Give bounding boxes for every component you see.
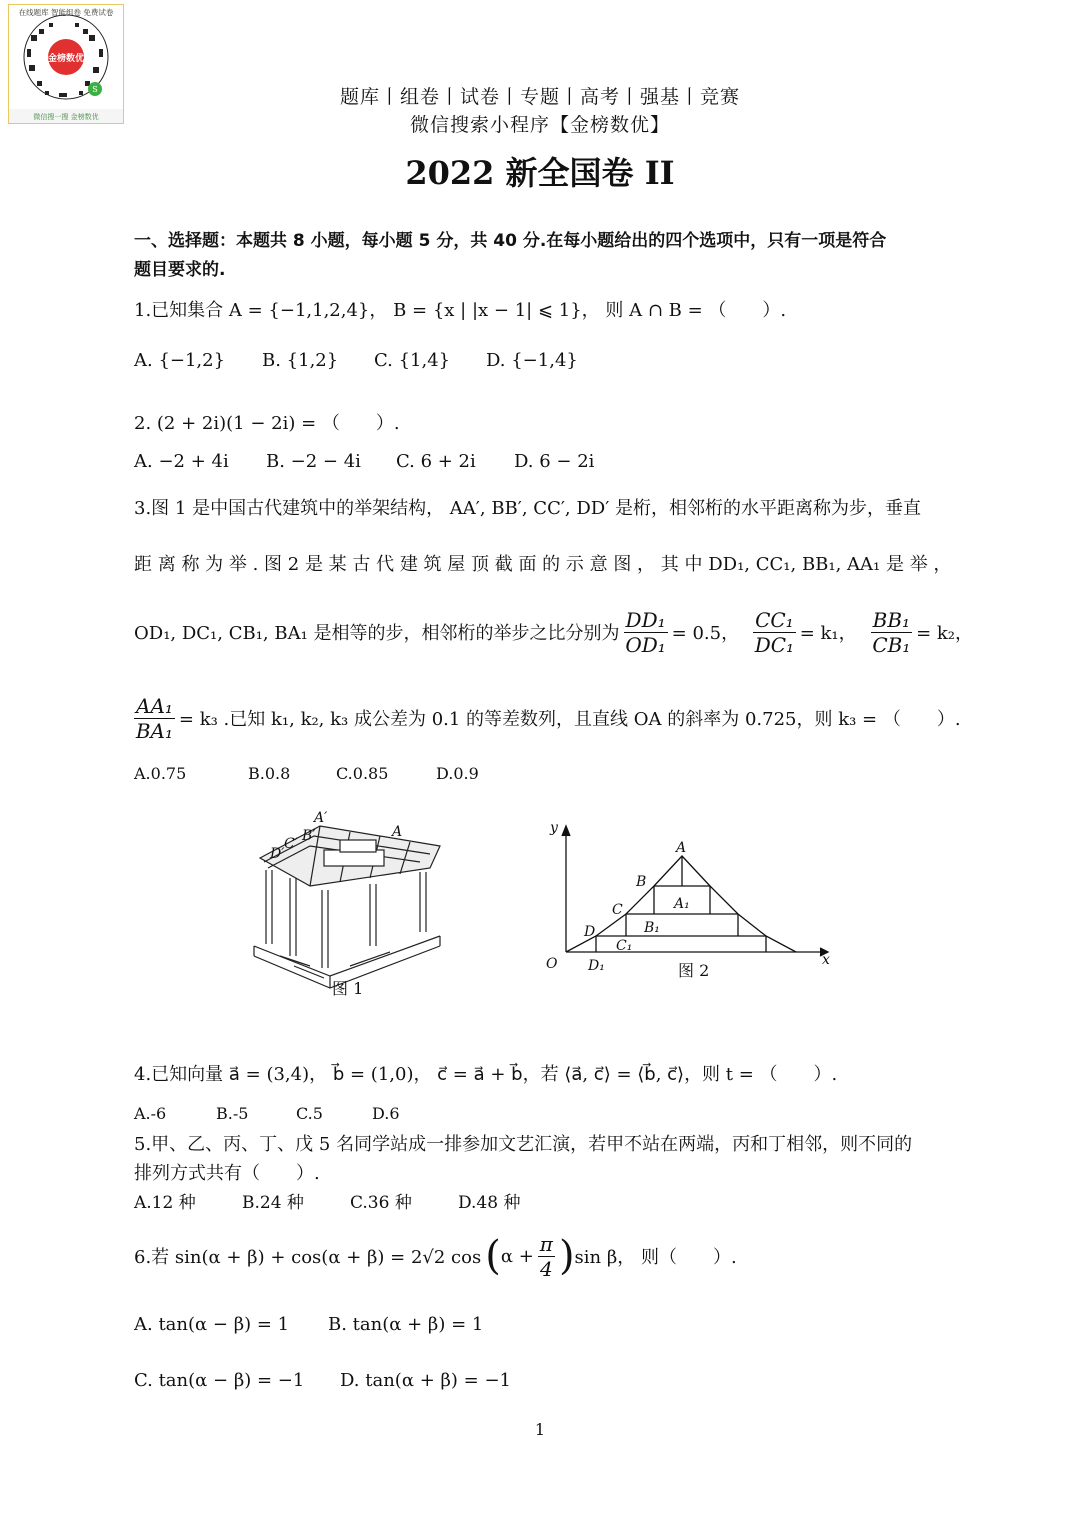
question-4-options [134,1104,834,1130]
question-2-options [134,451,834,481]
option-a: A. {−1,2} [134,350,226,371]
question-6-options-row2 [134,1370,834,1400]
fraction-pi-4: $\frac{\pi}{4}$ [539,1231,553,1281]
question-5-line1: 5.甲、乙、丙、丁、戊 5 名同学站成一排参加文艺汇演，若甲不站在两端，丙和丁相邻，则不同的 [134,1134,913,1155]
option-b: B. tan(α + β) = 1 [328,1314,484,1335]
option-a: A.-6 [134,1104,167,1123]
svg-text:在线题库 智能组卷 免费试卷: 在线题库 智能组卷 免费试卷 [18,8,114,17]
option-c: C. 6 + 2i [396,451,476,472]
question-6-options-row1 [134,1314,834,1344]
question-6-stem: 6.若 sin(α + β) + cos(α + β) = 2√2 cos ( α + $\frac{\pi}{4}$ ) sin β， 则（ ）. [134,1231,737,1281]
option-c: C.36 种 [350,1193,412,1213]
section-heading: 一、选择题：本题共 8 小题，每小题 5 分，共 40 分.在每小题给出的四个选项中，只有一项是符合 [134,231,887,251]
option-c: C. tan(α − β) = −1 [134,1370,305,1391]
option-c: C.0.85 [336,764,389,783]
question-4-stem: 4.已知向量 a⃗ = (3,4)， b⃗ = (1,0)， c⃗ = a⃗ + b⃗，若 ⟨a⃗, c⃗⟩ = ⟨b⃗, c⃗⟩，则 t = （ ）. [134,1064,838,1085]
svg-text:S: S [92,85,98,94]
svg-text:A: A [392,824,403,840]
question-3-line4: $\frac{\text{AA₁}}{\text{BA₁}}$ = k₃ .已知 k₁, k₂, k₃ 成公差为 0.1 的等差数列，且直线 OA 的斜率为 0.725，则 k₃ = （ ）. [135,693,961,743]
fraction-dd1-od1: $\frac{\text{DD₁}}{\text{OD₁}}$ [625,607,666,657]
option-b: B. {1,2} [262,350,339,371]
option-d: D. {−1,4} [486,350,578,371]
option-c: C. {1,4} [374,350,451,371]
svg-text:x: x [822,952,830,968]
svg-text:微信搜一搜 金榜数优: 微信搜一搜 金榜数优 [33,113,99,121]
option-b: B.0.8 [248,764,291,783]
option-b: B.24 种 [242,1193,304,1213]
figure-2-caption: 图 2 [678,961,710,980]
question-1-stem: 1.已知集合 A = {−1,1,2,4}， B = {x | |x − 1| ⩽ 1}， 则 A ∩ B = （ ）. [134,300,787,321]
question-3-line2: 距 离 称 为 举 . 图 2 是 某 古 代 建 筑 屋 顶 截 面 的 示 意 图 ， 其 中 DD₁, CC₁, BB₁, AA₁ 是 举 ， [134,554,952,575]
question-3-line3: OD₁, DC₁, CB₁, BA₁ 是相等的步，相邻桁的举步之比分别为 $\frac{\text{DD₁}}{\text{OD₁}}$ = 0.5， $\frac{\text{CC₁}}{\text{DC₁}}$ = k₁， $\frac{\text{BB₁}}{\text{CB₁}}$ = k₂， [134,607,973,657]
svg-text:B′: B′ [302,828,316,844]
svg-text:C′: C′ [284,836,298,852]
question-1-options [134,350,834,380]
svg-text:D₁: D₁ [588,958,605,974]
fraction-bb1-cb1: $\frac{\text{BB₁}}{\text{CB₁}}$ [872,607,911,657]
svg-text:C₁: C₁ [616,938,633,954]
question-5-line2: 排列方式共有（ ）. [134,1163,320,1184]
fraction-cc1-dc1: $\frac{\text{CC₁}}{\text{DC₁}}$ [754,607,795,657]
svg-text:C: C [612,902,623,918]
option-a: A. −2 + 4i [134,451,229,472]
figure-1-building [250,806,450,1002]
figure-2-roof-diagram [536,818,846,978]
question-5-options [134,1188,834,1214]
option-d: D. tan(α + β) = −1 [340,1370,511,1391]
section-heading-cont: 题目要求的. [134,260,226,280]
figure-1-caption: 图 1 [332,979,364,998]
svg-text:A₁: A₁ [674,896,690,912]
option-a: A. tan(α − β) = 1 [134,1314,290,1335]
option-b: B. −2 − 4i [266,451,361,472]
svg-text:O: O [546,956,558,972]
logo-text: 金榜数优 [47,54,85,64]
fraction-aa1-ba1: $\frac{\text{AA₁}}{\text{BA₁}}$ [135,693,174,743]
option-d: D.6 [372,1104,400,1123]
svg-text:B₁: B₁ [644,920,660,936]
option-d: D.0.9 [436,764,479,783]
option-b: B.-5 [216,1104,249,1123]
option-d: D. 6 − 2i [514,451,595,472]
svg-text:D: D [584,924,596,940]
svg-text:y: y [550,820,558,836]
question-3-options [134,764,834,792]
nav-links: 题库丨组卷丨试卷丨专题丨高考丨强基丨竞赛 [339,86,740,108]
svg-text:A: A [676,840,687,856]
page-title: 2022 新全国卷 II [405,154,675,192]
page-number: 1 [534,1420,546,1439]
option-a: A.12 种 [134,1193,196,1213]
question-3-line1: 3.图 1 是中国古代建筑中的举架结构， AA′, BB′, CC′, DD′ 是桁，相邻桁的水平距离称为步，垂直 [134,498,922,519]
mini-program-text: 微信搜索小程序【金榜数优】 [409,114,670,136]
svg-text:D′: D′ [270,846,285,862]
option-a: A.0.75 [134,764,187,783]
svg-text:A′: A′ [314,810,328,826]
option-d: D.48 种 [458,1193,521,1213]
question-2-stem: 2. (2 + 2i)(1 − 2i) = （ ）. [134,413,400,434]
svg-text:B: B [636,874,647,890]
option-c: C.5 [296,1104,323,1123]
